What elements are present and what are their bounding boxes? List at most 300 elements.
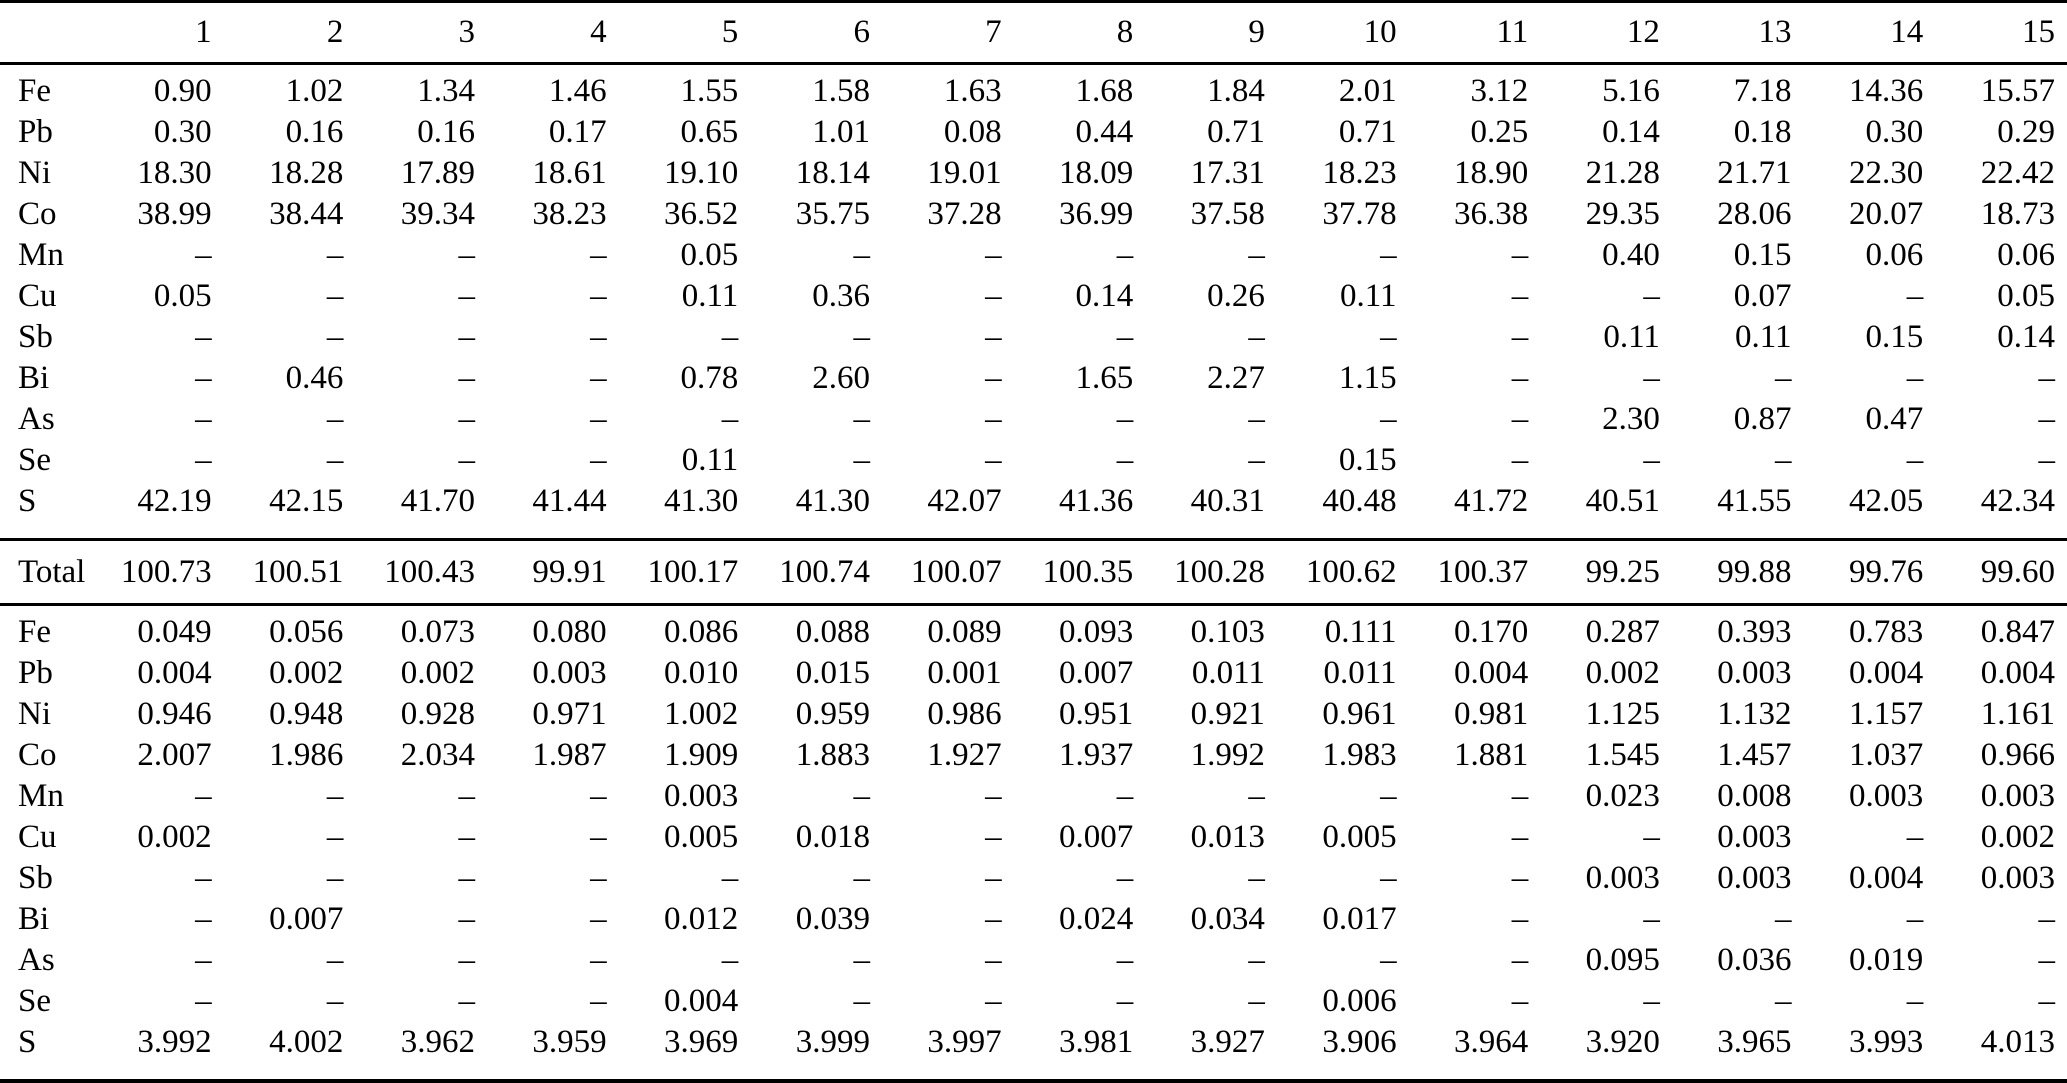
value-cell: 0.11	[1340, 278, 1397, 314]
value-cell: –	[458, 819, 475, 855]
value-cell: 3.981	[1059, 1024, 1134, 1060]
value-cell: 0.111	[1324, 614, 1397, 650]
value-cell: 14.36	[1848, 73, 1924, 109]
value-cell: –	[195, 442, 212, 478]
value-cell: 41.30	[795, 483, 870, 519]
row-label: S	[18, 1024, 37, 1060]
value-cell: 0.056	[269, 614, 344, 650]
value-cell: –	[721, 942, 739, 978]
value-cell: 17.31	[1190, 155, 1265, 191]
value-cell: 0.086	[664, 614, 739, 650]
value-cell: 3.997	[927, 1024, 1002, 1060]
value-cell: 37.28	[927, 196, 1002, 232]
value-cell: –	[2038, 401, 2055, 437]
value-cell: –	[590, 278, 607, 314]
value-cell: –	[985, 778, 1002, 814]
value-cell: 18.30	[137, 155, 212, 191]
row-label: Ni	[18, 155, 51, 191]
value-cell: –	[1248, 983, 1265, 1019]
value-cell: –	[1643, 442, 1660, 478]
value-cell: 0.003	[1980, 860, 2055, 896]
table-row	[0, 317, 2067, 358]
value-cell: –	[985, 860, 1002, 896]
row-label: Sb	[18, 860, 53, 896]
value-cell: 100.62	[1277, 540, 1409, 605]
value-cell: 0.003	[664, 778, 739, 814]
value-cell: –	[458, 983, 475, 1019]
table-row	[0, 481, 2067, 540]
value-cell: –	[1643, 819, 1660, 855]
table-row	[0, 276, 2067, 317]
value-cell: –	[590, 983, 607, 1019]
table-row	[0, 858, 2067, 899]
value-cell: 41.72	[1453, 483, 1529, 519]
value-cell: –	[1380, 401, 1397, 437]
value-cell: –	[326, 942, 344, 978]
value-cell: –	[1511, 237, 1529, 273]
value-cell: 0.14	[1602, 114, 1660, 150]
column-header-4: 4	[487, 2, 619, 64]
value-cell: 0.002	[400, 655, 475, 691]
value-cell: –	[1380, 778, 1397, 814]
row-label: Co	[18, 737, 57, 773]
table-row	[0, 940, 2067, 981]
table-row	[0, 653, 2067, 694]
value-cell: –	[1511, 983, 1529, 1019]
value-cell: 0.986	[927, 696, 1002, 732]
row-label: Co	[18, 196, 57, 232]
value-cell: 20.07	[1848, 196, 1924, 232]
value-cell: –	[985, 942, 1002, 978]
value-cell: 2.01	[1338, 73, 1397, 109]
value-cell: –	[195, 983, 212, 1019]
value-cell: 100.51	[224, 540, 356, 605]
value-cell: –	[195, 901, 212, 937]
column-header-15: 15	[1935, 2, 2067, 64]
value-cell: –	[326, 319, 344, 355]
value-cell: –	[985, 360, 1002, 396]
value-cell: –	[326, 401, 344, 437]
column-header-6: 6	[750, 2, 882, 64]
value-cell: 1.02	[285, 73, 344, 109]
value-cell: –	[1116, 442, 1134, 478]
column-header-9: 9	[1145, 2, 1277, 64]
value-cell: 0.961	[1322, 696, 1397, 732]
value-cell: –	[590, 942, 607, 978]
value-cell: 0.007	[269, 901, 344, 937]
value-cell: 0.010	[664, 655, 739, 691]
value-cell: 0.946	[137, 696, 212, 732]
value-cell: 21.28	[1585, 155, 1660, 191]
value-cell: –	[195, 860, 212, 896]
value-cell: –	[458, 901, 475, 937]
value-cell: 0.003	[532, 655, 607, 691]
value-cell: –	[1116, 401, 1134, 437]
value-cell: –	[1511, 442, 1529, 478]
value-cell: –	[458, 278, 475, 314]
table-row	[0, 235, 2067, 276]
value-cell: –	[1116, 778, 1134, 814]
value-cell: –	[1775, 442, 1792, 478]
value-cell: –	[853, 860, 870, 896]
value-cell: 100.74	[750, 540, 882, 605]
value-cell: 0.78	[680, 360, 739, 396]
value-cell: –	[853, 237, 870, 273]
column-header-2: 2	[224, 2, 356, 64]
value-cell: 36.38	[1453, 196, 1529, 232]
value-cell: 99.76	[1804, 540, 1936, 605]
value-cell: 99.91	[487, 540, 619, 605]
value-cell: 37.58	[1190, 196, 1265, 232]
value-cell: –	[1380, 860, 1397, 896]
value-cell: 100.43	[355, 540, 487, 605]
value-cell: 0.14	[1997, 319, 2055, 355]
value-cell: 2.30	[1602, 401, 1660, 437]
value-cell: –	[195, 319, 212, 355]
value-cell: –	[326, 983, 344, 1019]
row-label: Se	[18, 983, 51, 1019]
value-cell: 0.11	[1735, 319, 1792, 355]
value-cell: –	[1511, 901, 1529, 937]
value-cell: 18.90	[1453, 155, 1529, 191]
column-header-10: 10	[1277, 2, 1409, 64]
value-cell: –	[2038, 942, 2055, 978]
value-cell: 99.88	[1672, 540, 1804, 605]
table-row	[0, 694, 2067, 735]
value-cell: 0.15	[1338, 442, 1397, 478]
value-cell: 1.883	[795, 737, 870, 773]
value-cell: 0.004	[1453, 655, 1529, 691]
value-cell: 0.049	[137, 614, 212, 650]
value-cell: 0.47	[1865, 401, 1924, 437]
value-cell: 0.006	[1322, 983, 1397, 1019]
value-cell: 0.039	[795, 901, 870, 937]
value-cell: 100.37	[1409, 540, 1541, 605]
value-cell: 0.013	[1190, 819, 1265, 855]
value-cell: 100.28	[1145, 540, 1277, 605]
value-cell: –	[590, 901, 607, 937]
value-cell: 0.16	[417, 114, 475, 150]
value-cell: 0.921	[1190, 696, 1265, 732]
value-cell: 0.002	[137, 819, 212, 855]
value-cell: 0.002	[269, 655, 344, 691]
value-cell: 7.18	[1733, 73, 1792, 109]
row-label: As	[18, 942, 55, 978]
value-cell: –	[1116, 983, 1134, 1019]
value-cell: 0.012	[664, 901, 739, 937]
value-cell: 3.906	[1322, 1024, 1397, 1060]
value-cell: 29.35	[1585, 196, 1660, 232]
value-cell: –	[1643, 360, 1660, 396]
value-cell: –	[985, 819, 1002, 855]
value-cell: 0.15	[1865, 319, 1924, 355]
value-cell: 18.73	[1980, 196, 2055, 232]
row-label: Pb	[18, 114, 53, 150]
row-label: As	[18, 401, 55, 437]
value-cell: –	[853, 942, 870, 978]
value-cell: –	[1511, 942, 1529, 978]
value-cell: 2.27	[1207, 360, 1265, 396]
value-cell: 0.287	[1585, 614, 1660, 650]
value-cell: –	[1380, 319, 1397, 355]
value-cell: 40.31	[1190, 483, 1265, 519]
column-header-row	[0, 2, 2067, 64]
value-cell: 1.15	[1338, 360, 1397, 396]
value-cell: 19.01	[927, 155, 1002, 191]
table-header	[0, 2, 2067, 64]
value-cell: 0.07	[1733, 278, 1792, 314]
value-cell: 42.15	[269, 483, 344, 519]
value-cell: 0.002	[1980, 819, 2055, 855]
value-cell: –	[2038, 360, 2055, 396]
value-cell: –	[1248, 860, 1265, 896]
value-cell: –	[590, 401, 607, 437]
value-cell: 17.89	[400, 155, 475, 191]
value-cell: 40.51	[1585, 483, 1660, 519]
value-cell: –	[1116, 860, 1134, 896]
value-cell: 0.951	[1059, 696, 1134, 732]
value-cell: –	[590, 778, 607, 814]
column-header-14: 14	[1804, 2, 1936, 64]
value-cell: 38.99	[137, 196, 212, 232]
value-cell: 18.28	[269, 155, 344, 191]
value-cell: 0.36	[812, 278, 870, 314]
value-cell: 0.15	[1733, 237, 1792, 273]
value-cell: 1.46	[548, 73, 607, 109]
value-cell: –	[2038, 901, 2055, 937]
table-row	[0, 735, 2067, 776]
value-cell: 0.18	[1733, 114, 1792, 150]
value-cell: 0.011	[1323, 655, 1397, 691]
value-cell: 0.981	[1453, 696, 1529, 732]
value-cell: 18.09	[1059, 155, 1134, 191]
value-cell: 0.005	[1322, 819, 1397, 855]
value-cell: 1.037	[1848, 737, 1924, 773]
value-cell: 18.14	[795, 155, 870, 191]
value-cell: 3.969	[664, 1024, 739, 1060]
value-cell: 41.70	[400, 483, 475, 519]
value-cell: 0.11	[681, 442, 739, 478]
value-cell: 0.90	[153, 73, 212, 109]
table-row	[0, 64, 2067, 113]
value-cell: –	[195, 942, 212, 978]
value-cell: 1.132	[1717, 696, 1792, 732]
value-cell: 0.928	[400, 696, 475, 732]
value-cell: 42.34	[1980, 483, 2055, 519]
value-cell: 41.55	[1717, 483, 1792, 519]
value-cell: 0.11	[1603, 319, 1660, 355]
value-cell: 3.993	[1848, 1024, 1924, 1060]
value-cell: –	[1906, 901, 1924, 937]
value-cell: 0.966	[1980, 737, 2055, 773]
value-cell: –	[458, 442, 475, 478]
value-cell: –	[590, 319, 607, 355]
value-cell: 0.004	[1980, 655, 2055, 691]
value-cell: 4.002	[269, 1024, 344, 1060]
value-cell: 0.073	[400, 614, 475, 650]
value-cell: 0.003	[1717, 655, 1792, 691]
table-row	[0, 194, 2067, 235]
value-cell: 3.992	[137, 1024, 212, 1060]
value-cell: 0.095	[1585, 942, 1660, 978]
value-cell: 100.35	[1014, 540, 1146, 605]
value-cell: 0.783	[1848, 614, 1924, 650]
value-cell: 1.125	[1585, 696, 1660, 732]
table-row	[0, 981, 2067, 1022]
value-cell: 0.948	[269, 696, 344, 732]
value-cell: 0.008	[1717, 778, 1792, 814]
value-cell: 0.30	[1865, 114, 1924, 150]
value-cell: –	[985, 442, 1002, 478]
row-label: Total	[0, 540, 92, 605]
row-label: Sb	[18, 319, 53, 355]
row-label: Bi	[18, 901, 50, 937]
value-cell: –	[2038, 983, 2055, 1019]
row-label: Mn	[18, 237, 64, 273]
value-cell: 1.65	[1075, 360, 1134, 396]
total-block	[0, 540, 2067, 605]
column-header-1: 1	[92, 2, 224, 64]
value-cell: 1.937	[1059, 737, 1134, 773]
table-row	[0, 817, 2067, 858]
value-cell: –	[1643, 901, 1660, 937]
table-row	[0, 899, 2067, 940]
value-cell: 1.68	[1075, 73, 1134, 109]
value-cell: 0.005	[664, 819, 739, 855]
value-cell: 1.987	[532, 737, 607, 773]
value-cell: 0.26	[1207, 278, 1265, 314]
row-label: Cu	[18, 819, 57, 855]
value-cell: 0.170	[1453, 614, 1529, 650]
value-cell: 1.545	[1585, 737, 1660, 773]
value-cell: 3.965	[1717, 1024, 1792, 1060]
value-cell: 0.17	[548, 114, 607, 150]
value-cell: 1.881	[1453, 737, 1529, 773]
value-cell: 0.003	[1585, 860, 1660, 896]
value-cell: 0.46	[285, 360, 344, 396]
value-cell: 0.007	[1059, 655, 1134, 691]
row-label: S	[18, 483, 37, 519]
value-cell: 0.103	[1190, 614, 1265, 650]
value-cell: 1.55	[680, 73, 739, 109]
value-cell: –	[1775, 983, 1792, 1019]
value-cell: –	[590, 860, 607, 896]
value-cell: 1.983	[1322, 737, 1397, 773]
value-cell: –	[1775, 360, 1792, 396]
value-cell: 0.08	[943, 114, 1002, 150]
value-cell: –	[1906, 442, 1924, 478]
value-cell: –	[985, 237, 1002, 273]
value-cell: 42.07	[927, 483, 1002, 519]
value-cell: 3.920	[1585, 1024, 1660, 1060]
row-label: Mn	[18, 778, 64, 814]
value-cell: 2.007	[137, 737, 212, 773]
column-header-12: 12	[1540, 2, 1672, 64]
value-cell: –	[1511, 778, 1529, 814]
value-cell: 0.088	[795, 614, 870, 650]
value-cell: 0.25	[1470, 114, 1529, 150]
value-cell: –	[853, 778, 870, 814]
value-cell: –	[1116, 237, 1134, 273]
value-cell: 0.034	[1190, 901, 1265, 937]
value-cell: 1.909	[664, 737, 739, 773]
value-cell: –	[458, 401, 475, 437]
value-cell: 0.11	[681, 278, 739, 314]
value-cell: –	[590, 237, 607, 273]
row-label: Cu	[18, 278, 57, 314]
value-cell: –	[853, 983, 870, 1019]
value-cell: 0.011	[1191, 655, 1265, 691]
value-cell: 0.06	[1997, 237, 2055, 273]
value-cell: 0.30	[153, 114, 212, 150]
value-cell: 36.52	[664, 196, 739, 232]
value-cell: 1.01	[812, 114, 870, 150]
value-cell: –	[1248, 442, 1265, 478]
value-cell: 0.093	[1059, 614, 1134, 650]
value-cell: –	[458, 942, 475, 978]
table-row	[0, 1022, 2067, 1081]
value-cell: 0.971	[532, 696, 607, 732]
table-row	[0, 153, 2067, 194]
value-cell: 41.30	[664, 483, 739, 519]
value-cell: –	[985, 319, 1002, 355]
value-cell: 2.034	[400, 737, 475, 773]
value-cell: –	[326, 819, 344, 855]
value-cell: –	[195, 778, 212, 814]
value-cell: 22.42	[1980, 155, 2055, 191]
value-cell: 99.25	[1540, 540, 1672, 605]
value-cell: –	[853, 442, 870, 478]
value-cell: –	[985, 401, 1002, 437]
value-cell: 0.019	[1848, 942, 1924, 978]
value-cell: 0.004	[137, 655, 212, 691]
value-cell: 0.16	[285, 114, 344, 150]
table-row	[0, 358, 2067, 399]
value-cell: –	[326, 237, 344, 273]
value-cell: 38.23	[532, 196, 607, 232]
value-cell: 1.161	[1980, 696, 2055, 732]
table-row	[0, 112, 2067, 153]
value-cell: 18.23	[1322, 155, 1397, 191]
value-cell: –	[1248, 942, 1265, 978]
value-cell: 0.05	[1997, 278, 2055, 314]
value-cell: 0.024	[1059, 901, 1134, 937]
value-cell: –	[195, 237, 212, 273]
row-label: Bi	[18, 360, 50, 396]
value-cell: 100.07	[882, 540, 1014, 605]
value-cell: –	[985, 901, 1002, 937]
value-cell: –	[721, 401, 739, 437]
column-header-5: 5	[619, 2, 751, 64]
table-row	[0, 540, 2067, 605]
value-cell: –	[590, 819, 607, 855]
row-label: Fe	[18, 614, 51, 650]
value-cell: –	[326, 778, 344, 814]
value-cell: 100.17	[619, 540, 751, 605]
value-cell: –	[1511, 278, 1529, 314]
value-cell: –	[1906, 983, 1924, 1019]
value-cell: 3.964	[1453, 1024, 1529, 1060]
value-cell: 22.30	[1848, 155, 1924, 191]
value-cell: –	[1116, 319, 1134, 355]
row-label: Se	[18, 442, 51, 478]
value-cell: 41.36	[1059, 483, 1134, 519]
value-cell: –	[1643, 278, 1660, 314]
value-cell: –	[721, 860, 739, 896]
table-row	[0, 605, 2067, 654]
column-header-7: 7	[882, 2, 1014, 64]
value-cell: 1.157	[1848, 696, 1924, 732]
